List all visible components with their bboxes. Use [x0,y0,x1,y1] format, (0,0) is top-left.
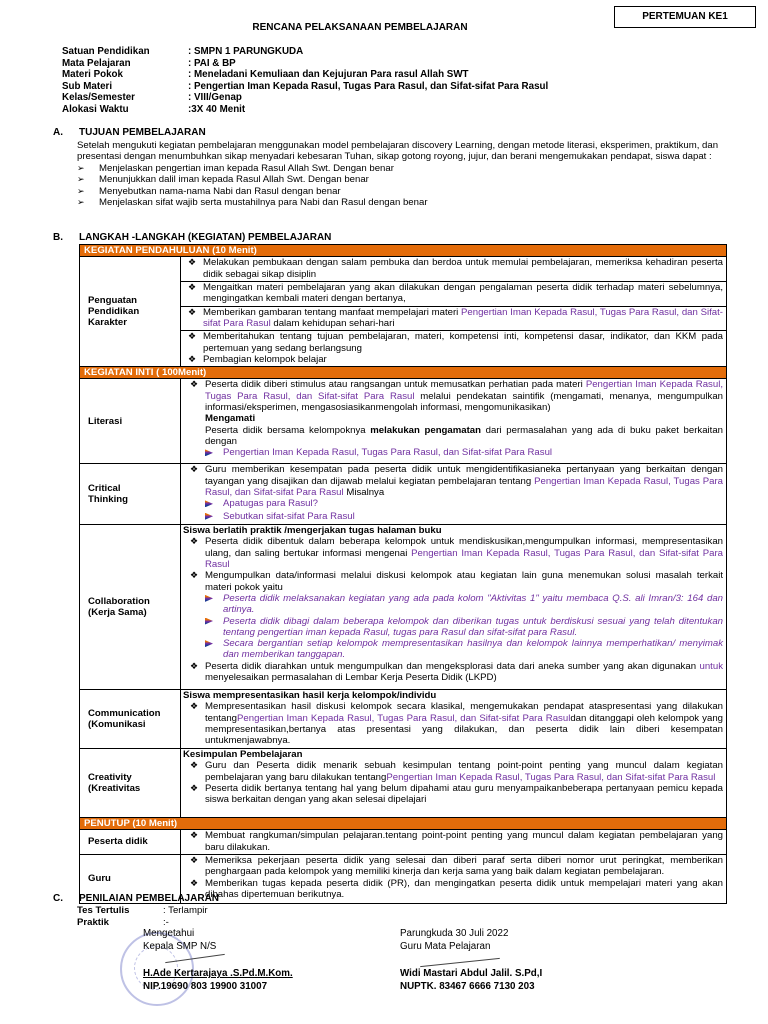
signature-name: H.Ade Kertarajaya .S.Pd.M.Kom. [143,968,293,979]
activity-text: untuk [699,660,723,672]
goal-text: Menyebutkan nama-nama Nabi dan Rasul dengan benar [99,185,341,197]
collaboration-activities [181,525,727,690]
goal-item [77,163,727,175]
pointer-bullet-icon [205,449,213,456]
section-letter: C. [53,893,63,904]
activity-text: Peserta didik diarahkan untuk mengumpulkan dan mengeksplorasi data dari aneka sumber yang akan digunakan [205,660,700,672]
principal-signature-block [143,928,293,994]
activity-item [183,855,723,878]
diamond-bullet-icon: ❖ [187,331,197,342]
row-label-text: Pendidikan [88,306,140,318]
activity-item [183,701,723,746]
activity-text: Mempresentasikan hasil diskusi kelompok secara klasikal, mengemukakan pendapat ataspresentasi yang dilakukan tentang [205,701,723,724]
diamond-bullet-icon: ❖ [187,306,197,317]
diamond-bullet-icon: ❖ [189,782,199,793]
activity-text: Memberikan tugas kepada peserta didik (PR), dan mengingatkan peserta didik untuk mempelajari materi yang akan dibahas dipertemuan berikutnya. [205,877,723,900]
assessment-block [77,905,208,928]
material-topic-text: Pengertian Iman Kepada Rasul, Tugas Para Rasul, dan Sifat-sifat Para Rasul [205,547,723,570]
activity-item [183,661,723,684]
goal-text: Menjelaskan sifat wajib serta mustahilnya para Nabi dan Rasul dengan benar [99,197,428,209]
diamond-bullet-icon: ❖ [189,464,199,475]
activity-item [181,257,726,282]
activity-text: Memberitahukan tentang tujuan pembelajaran, materi, kompetensi inti, kompetensi dasar, indikator, dan KKM pada pertemuan yang sedang berlangsung [203,331,723,354]
question-text: Apatugas para Rasul? [223,498,318,510]
row-label-text: Communication [88,707,161,719]
assessment-label: Tes Tertulis [77,905,130,916]
activity-item [183,878,723,901]
activity-item [183,783,723,806]
material-topic-text: Pengertian Iman Kepada Rasul, Tugas Para Rasul, dan Sifat-sifat Para Rasul [205,379,723,402]
row-label-text: Creativity [88,771,132,783]
row-label-text: Collaboration [88,595,150,607]
document-title: RENCANA PELAKSANAAN PEMBELAJARAN [252,22,468,33]
arrow-bullet-icon: ➢ [77,162,85,173]
activity-item [183,536,723,570]
identity-label: Mata Pelajaran [62,57,131,69]
section-a-body [77,140,727,209]
activity-text: Memberikan gambaran tentang manfaat mempelajari materi [203,306,462,318]
row-label-text: (Kerja Sama) [88,607,147,618]
section-title: PENILAIAN PEMBELAJARAN [79,893,220,904]
goal-list [77,163,727,209]
signature-caption: Mengetahui [143,928,195,939]
signature-name: Widi Mastari Abdul Jalil. S.Pd,I [400,968,543,979]
identity-label: Kelas/Semester [62,92,135,104]
assessment-value: : Terlampir [163,905,208,916]
activity-text: Guru memberikan kesempatan pada peserta didik untuk mengidentifikasianeka pertanyaan yang berkaitan dengan tayangan yang disajikan dan dijawab melalui kegiatan pembelajaran tentang [205,464,723,487]
row-label-text: Karakter [88,317,127,329]
objective-intro: Setelah mengukuti kegiatan pembelajaran menggunakan model pembelajaran discovery Learning, dengan metode literasi, eksperimen, praktikum, dan presentasi dengan menumbuhkan sikap menyadari kebesaran Tuhan, sikap gotong royong, jujur, dan berani mengemukakan pendapat, siswa dapat : [77,140,719,163]
diamond-bullet-icon: ❖ [187,353,197,364]
activity-text: Misalnya [343,487,385,499]
diamond-bullet-icon: ❖ [189,854,199,865]
identity-value: : VIII/Genap [188,92,242,104]
row-label-critical [80,464,181,525]
row-label-text: Penguatan [88,294,138,306]
subheading: Mengamati [205,413,256,425]
activity-text: Mengumpulkan data/informasi melalui diskusi kelompok atau kegiatan lain guna menemukan solusi masalah terkait materi pokok yaitu [205,570,723,593]
phase-header: PENUTUP (10 Menit) [80,818,727,830]
activity-text: Peserta didik bersama kelompoknya melakukan pengamatan dari permasalahan yang ada di buku paket berkaitan dengan [205,424,724,447]
goal-text: Menunjukkan dalil iman kepada Rasul Allah Swt. Dengan benar [99,174,369,186]
material-topic-text: Pengertian Iman Kepada Rasul, Tugas Para Rasul, dan Sifat-sifat Para Rasul [223,447,553,459]
activity-text: Membuat rangkuman/simpulan pelajaran.tentang point-point penting yang muncul dalam kegiatan pembelajaran yang baru dilakukan. [205,830,723,853]
signature-id: NIP.19690 803 19900 31007 [143,981,268,992]
goal-item [77,197,727,209]
sub-item [183,511,723,523]
row-label-text: Critical [88,482,121,494]
question-text: Sebutkan sifat-sifat Para Rasul [223,510,355,522]
row-label-text: Thinking [88,494,128,506]
activity-item [181,282,726,307]
arrow-bullet-icon: ➢ [77,185,85,196]
phase-header: KEGIATAN PENDAHULUAN (10 Menit) [80,245,727,257]
activity-item [183,760,723,783]
row-label-text: Guru [88,873,111,885]
activity-item [183,570,723,593]
arrow-bullet-icon: ➢ [77,174,85,185]
material-topic-text: Pengertian Iman Kepada Rasul, Tugas Para Rasul, dan Sifat-sifat Para Rasul [203,306,723,329]
activities-table [79,244,727,904]
material-topic-text: Pengertian Iman Kepada Rasul, Tugas Para Rasul, dan Sifat-sifat Para Rasul [237,712,571,724]
diamond-bullet-icon: ❖ [189,877,199,888]
row-label-text: Literasi [88,415,123,427]
identity-label: Alokasi Waktu [62,103,129,115]
sub-item [183,593,723,616]
creativity-activities [181,749,727,818]
identity-value: : Meneladani Kemuliaan dan Kejujuran Para rasul Allah SWT [188,69,469,81]
teacher-signature-block [400,928,542,994]
section-c-heading [53,893,219,905]
identity-value: : Pengertian Iman Kepada Rasul, Tugas Para Rasul, dan Sifat-sifat Para Rasul [188,80,549,92]
row-label-text: (Komunikasi [88,719,146,730]
signature-id: NUPTK. 83467 6666 7130 203 [400,981,535,992]
phase-header: KEGIATAN INTI ( 100Menit) [80,367,727,379]
activity-text: Mengaitkan materi pembelajaran yang akan dilakukan dengan pengalaman peserta didik terhadap materi sebelumnya, mengingatkan kembali materi dengan bertanya, [203,281,723,305]
sub-item [183,447,723,459]
row-label-literasi [80,379,181,464]
subheading: Kesimpulan Pembelajaran [183,749,303,760]
activity-text: Guru dan Peserta didik menarik sebuah kesimpulan tentang point-point penting yang muncul dalam kegiatan pembelajaran yang baru dilakukan tentang [205,760,723,783]
identity-value: : SMPN 1 PARUNGKUDA [188,46,304,57]
communication-activities [181,690,727,749]
activity-text: Peserta didik dibentuk dalam beberapa kelompok untuk mendiskusikan,mengumpulkan informasi, mempresentasikan ulang, dan saling bertukar informasi mengenai [205,536,723,559]
activity-item [181,354,726,366]
diamond-bullet-icon: ❖ [187,257,197,268]
section-a-heading [53,127,206,139]
signature-role: Kepala SMP N/S [143,941,217,952]
sub-item [183,616,723,639]
row-label-text: Peserta didik [88,836,148,848]
diamond-bullet-icon: ❖ [189,379,199,390]
row-label-creativity [80,749,181,818]
signature-role: Guru Mata Pelajaran [400,941,491,952]
assessment-value: :- [163,916,169,928]
activity-item [183,464,723,498]
pointer-bullet-icon [205,618,213,625]
diamond-bullet-icon: ❖ [189,830,199,841]
section-letter: A. [53,127,63,138]
closing-teacher-activities [181,854,727,903]
identity-label: Satuan Pendidikan [62,46,150,57]
row-label-text: (Kreativitas [88,783,141,794]
pointer-bullet-icon [205,595,213,602]
goal-item [77,186,727,198]
row-label-peserta-didik [80,830,181,855]
sub-activity-text: Peserta didik melaksanakan kegiatan yang ada pada kolom "Aktivitas 1" yaitu membaca Q.S. ali Imran/3: 164 dan artinya. [223,592,723,616]
activity-text: dalam kehidupan sehari-hari [270,317,395,329]
section-letter: B. [53,232,63,243]
pointer-bullet-icon [205,640,213,647]
activity-text: menyelesaikan permasalahan di Lembar Kerja Peserta Didik (LKPD) [205,672,497,684]
diamond-bullet-icon: ❖ [189,536,199,547]
literasi-activities [181,379,727,464]
activity-text: melalui pendekatan saintifik (mengamati, menanya, mengumpulkan informasi/eksperimen, mengasosiasikanmengolah informasi, mengomunikasikan) [205,390,723,414]
activity-text: Peserta didik bertanya tentang hal yang belum dipahami atau guru menyampaikanbeberapa pertanyaan pemicu kepada siswa berkaitan dengan yang akan selesai dipelajari [205,782,723,806]
activity-item [181,331,726,354]
diamond-bullet-icon: ❖ [189,701,199,712]
diamond-bullet-icon: ❖ [189,660,199,671]
sub-item [183,498,723,510]
activity-text: dan ditanggapi oleh kelompok yang mempresentasikan,bertanya atas presentasi yang dilakukan, dan peserta didik lain diberi kesempatan untukmenjawabnya. [205,712,723,747]
diamond-bullet-icon: ❖ [187,281,197,292]
goal-item [77,174,727,186]
diamond-bullet-icon: ❖ [189,760,199,771]
activity-item [181,307,726,332]
row-label-collaboration [80,525,181,690]
row-label-communication [80,690,181,749]
activity-text: Pembagian kelompok belajar [203,353,327,365]
identity-label: Sub Materi [62,80,113,92]
goal-text: Menjelaskan pengertian iman kepada Rasul Allah Swt. Dengan benar [99,162,394,174]
section-title: LANGKAH -LANGKAH (KEGIATAN) PEMBELAJARAN [79,232,332,243]
critical-activities [181,464,727,525]
closing-student-activities [181,830,727,855]
sub-item [183,638,723,661]
intro-activities [181,257,727,367]
identity-block [62,46,548,116]
activity-item [183,379,723,413]
identity-value: : PAI & BP [188,57,236,69]
activity-item [183,830,723,853]
diamond-bullet-icon: ❖ [189,570,199,581]
pointer-bullet-icon [205,500,213,507]
row-label-penguatan [80,257,181,367]
identity-label: Materi Pokok [62,69,123,81]
identity-value: :3X 40 Menit [188,103,246,115]
subheading: Siswa mempresentasikan hasil kerja kelompok/individu [183,690,437,701]
subheading: Siswa berlatih praktik /mengerjakan tugas halaman buku [183,525,442,536]
signature-caption: Parungkuda 30 Juli 2022 [400,928,509,939]
sub-activity-text: Peserta didik dibagi dalam beberapa kelompok dan diberikan tugas untuk berdiskusi sesuai yang telah ditentukan tentang pengertian iman kepada Rasul, tugas para Rasul dan sifat-sifat para Rasul. [223,615,723,638]
pointer-bullet-icon [205,513,213,520]
activity-text: Memeriksa pekerjaan peserta didik yang selesai dan diberi paraf serta diberi nomor urut peringkat, memberikan penghargaan pada kelompok yang memiliki kinerja dan kerja sama yang baik dalam kegiatan pembelajaran. [205,854,723,878]
activity-text: Melakukan pembukaan dengan salam pembuka dan berdoa untuk memulai pembelajaran, memeriksa kehadiran peserta didik sebagai sikap disiplin [203,257,723,280]
material-topic-text: Pengertian Iman Kepada Rasul, Tugas Para Rasul, dan Sifat-sifat Para Rasul [386,771,716,783]
section-b-heading [53,232,331,244]
meeting-label: PERTEMUAN KE1 [614,6,756,28]
section-title: TUJUAN PEMBELAJARAN [79,127,206,138]
assessment-label: Praktik [77,916,109,928]
sub-activity-text: Secara bergantian setiap kelompok mempresentasikan hasilnya dan kelompok lainnya memperhatikan/ menyimak dan memberikan tanggapan. [223,638,723,661]
arrow-bullet-icon: ➢ [77,197,85,208]
activity-text: Peserta didik diberi stimulus atau rangsangan untuk memusatkan perhatian pada materi [205,379,586,391]
material-topic-text: Pengertian Iman Kepada Rasul, Tugas Para Rasul, dan Sifat-sifat Para Rasul [205,475,723,499]
